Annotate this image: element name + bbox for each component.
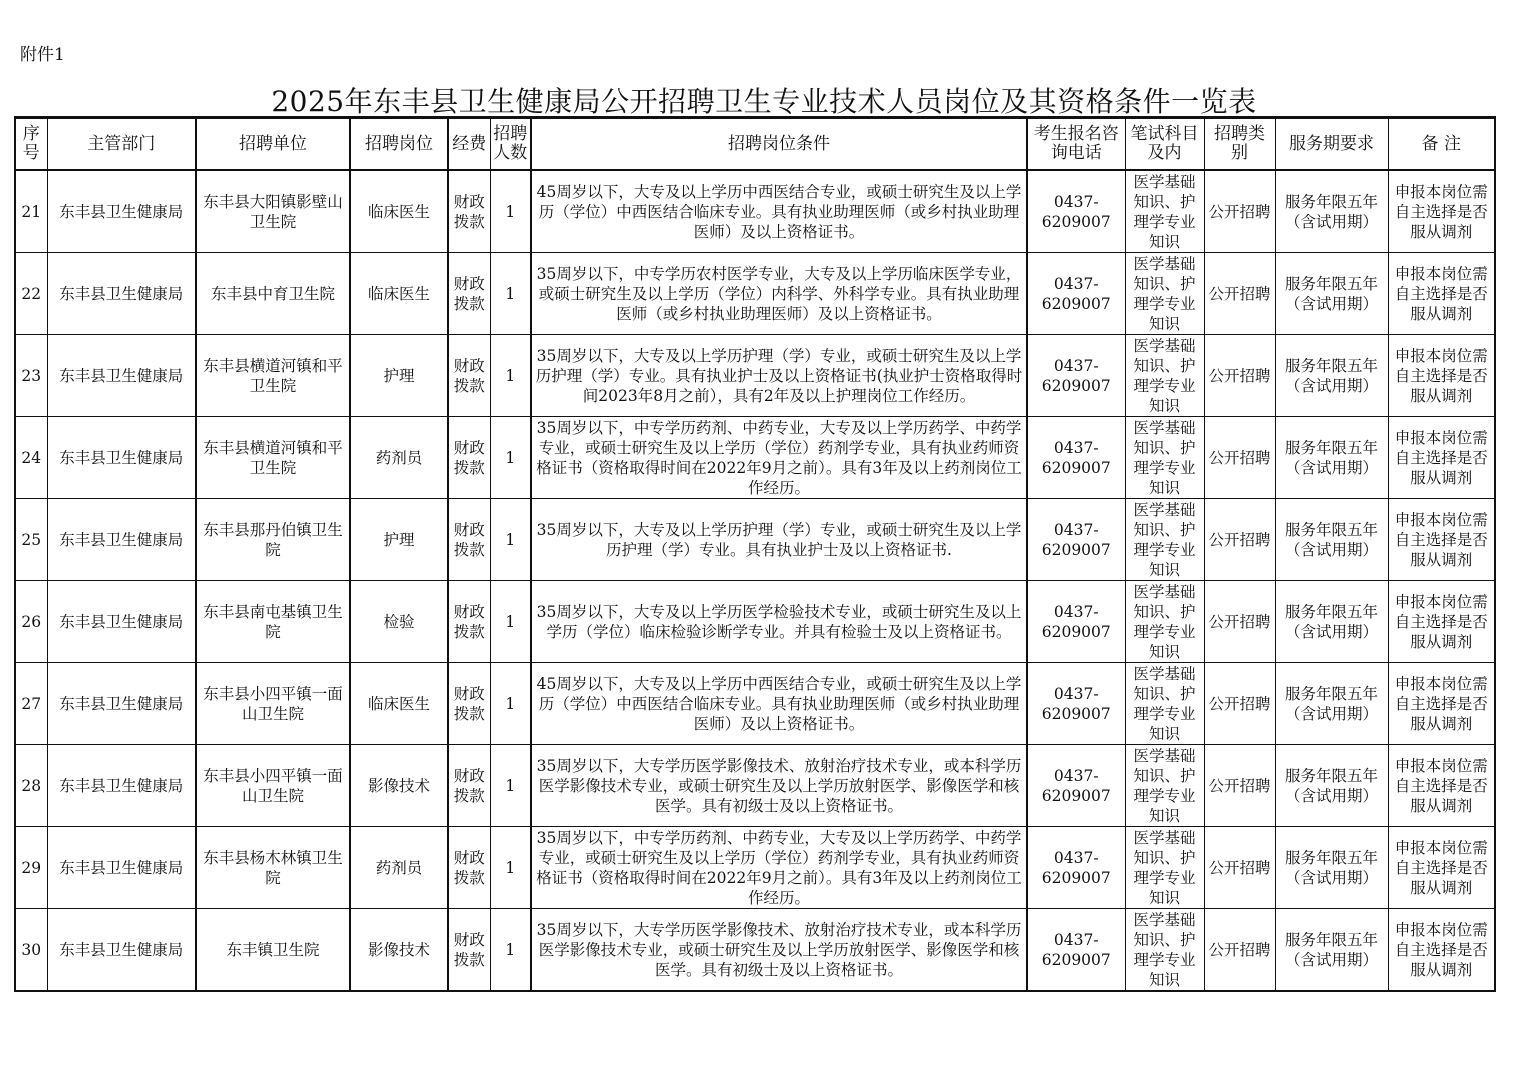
type-cell: 公开招聘 [1204,581,1275,663]
count-cell: 1 [490,827,531,909]
service-cell: 服务年限五年（含试用期） [1275,827,1388,909]
conditions-cell: 35周岁以下，大专及以上学历护理（学）专业，或硕士研究生及以上学历护理（学）专业。具有执业护士及以上资格证书. [531,499,1027,581]
unit-cell: 东丰县南屯基镇卫生院 [196,581,350,663]
funding-cell: 财政拨款 [448,253,490,335]
seq-cell: 24 [15,417,47,499]
count-cell: 1 [490,581,531,663]
table-row [15,909,1495,992]
dept-cell: 东丰县卫生健康局 [47,663,196,745]
remark-cell: 申报本岗位需自主选择是否服从调剂 [1388,581,1495,663]
post-cell: 药剂员 [350,827,448,909]
table-row [15,663,1495,745]
post-cell: 临床医生 [350,253,448,335]
unit-cell: 东丰县杨木林镇卫生院 [196,827,350,909]
phone-cell: 0437-6209007 [1027,499,1125,581]
count-cell: 1 [490,745,531,827]
conditions-cell: 35周岁以下，中专学历农村医学专业，大专及以上学历临床医学专业，或硕士研究生及以上学历（学位）内科学、外科学专业。具有执业助理医师（或乡村执业助理医师）及以上资格证书。 [531,253,1027,335]
table-row [15,499,1495,581]
unit-cell: 东丰县那丹伯镇卫生院 [196,499,350,581]
header-type: 招聘类别 [1204,118,1275,171]
phone-cell: 0437-6209007 [1027,663,1125,745]
dept-cell: 东丰县卫生健康局 [47,581,196,663]
exam-cell: 医学基础知识、护理学专业知识 [1125,745,1204,827]
header-row [15,118,1495,171]
unit-cell: 东丰县小四平镇一面山卫生院 [196,745,350,827]
funding-cell: 财政拨款 [448,499,490,581]
phone-cell: 0437-6209007 [1027,909,1125,992]
post-cell: 影像技术 [350,745,448,827]
seq-cell: 28 [15,745,47,827]
exam-cell: 医学基础知识、护理学专业知识 [1125,499,1204,581]
recruitment-table [14,116,1496,992]
phone-cell: 0437-6209007 [1027,253,1125,335]
remark-cell: 申报本岗位需自主选择是否服从调剂 [1388,253,1495,335]
table-row [15,827,1495,909]
conditions-cell: 35周岁以下，大专及以上学历护理（学）专业，或硕士研究生及以上学历护理（学）专业。具有执业护士及以上资格证书(执业护士资格取得时间2023年8月之前），具有2年及以上护理岗位工作经历。 [531,335,1027,417]
exam-cell: 医学基础知识、护理学专业知识 [1125,663,1204,745]
unit-cell: 东丰县横道河镇和平卫生院 [196,417,350,499]
funding-cell: 财政拨款 [448,335,490,417]
post-cell: 临床医生 [350,170,448,253]
service-cell: 服务年限五年（含试用期） [1275,581,1388,663]
unit-cell: 东丰县中育卫生院 [196,253,350,335]
count-cell: 1 [490,909,531,992]
service-cell: 服务年限五年（含试用期） [1275,170,1388,253]
count-cell: 1 [490,335,531,417]
dept-cell: 东丰县卫生健康局 [47,417,196,499]
header-phone: 考生报名咨询电话 [1027,118,1125,171]
dept-cell: 东丰县卫生健康局 [47,827,196,909]
conditions-cell: 45周岁以下，大专及以上学历中西医结合专业，或硕士研究生及以上学历（学位）中西医结合临床专业。具有执业助理医师（或乡村执业助理医师）及以上资格证书。 [531,663,1027,745]
exam-cell: 医学基础知识、护理学专业知识 [1125,335,1204,417]
table-row [15,745,1495,827]
table-row [15,581,1495,663]
header-count: 招聘人数 [490,118,531,171]
phone-cell: 0437-6209007 [1027,745,1125,827]
type-cell: 公开招聘 [1204,170,1275,253]
header-funding: 经费 [448,118,490,171]
seq-cell: 30 [15,909,47,992]
dept-cell: 东丰县卫生健康局 [47,909,196,992]
post-cell: 药剂员 [350,417,448,499]
remark-cell: 申报本岗位需自主选择是否服从调剂 [1388,499,1495,581]
exam-cell: 医学基础知识、护理学专业知识 [1125,253,1204,335]
seq-cell: 29 [15,827,47,909]
header-dept: 主管部门 [47,118,196,171]
document-title: 2025年东丰县卫生健康局公开招聘卫生专业技术人员岗位及其资格条件一览表 [271,85,1257,118]
header-seq: 序号 [15,118,47,171]
service-cell: 服务年限五年（含试用期） [1275,499,1388,581]
post-cell: 影像技术 [350,909,448,992]
dept-cell: 东丰县卫生健康局 [47,499,196,581]
count-cell: 1 [490,170,531,253]
remark-cell: 申报本岗位需自主选择是否服从调剂 [1388,909,1495,992]
exam-cell: 医学基础知识、护理学专业知识 [1125,417,1204,499]
phone-cell: 0437-6209007 [1027,581,1125,663]
type-cell: 公开招聘 [1204,827,1275,909]
remark-cell: 申报本岗位需自主选择是否服从调剂 [1388,417,1495,499]
header-unit: 招聘单位 [196,118,350,171]
unit-cell: 东丰镇卫生院 [196,909,350,992]
dept-cell: 东丰县卫生健康局 [47,170,196,253]
count-cell: 1 [490,499,531,581]
type-cell: 公开招聘 [1204,499,1275,581]
funding-cell: 财政拨款 [448,417,490,499]
post-cell: 临床医生 [350,663,448,745]
type-cell: 公开招聘 [1204,745,1275,827]
post-cell: 检验 [350,581,448,663]
funding-cell: 财政拨款 [448,170,490,253]
dept-cell: 东丰县卫生健康局 [47,745,196,827]
exam-cell: 医学基础知识、护理学专业知识 [1125,827,1204,909]
phone-cell: 0437-6209007 [1027,170,1125,253]
conditions-cell: 35周岁以下，大专学历医学影像技术、放射治疗技术专业，或本科学历医学影像技术专业，或硕士研究生及以上学历放射医学、影像医学和核医学。具有初级士及以上资格证书。 [531,745,1027,827]
attachment-label: 附件1 [20,45,65,65]
table-row [15,170,1495,253]
count-cell: 1 [490,253,531,335]
unit-cell: 东丰县横道河镇和平卫生院 [196,335,350,417]
exam-cell: 医学基础知识、护理学专业知识 [1125,581,1204,663]
conditions-cell: 35周岁以下，大专学历医学影像技术、放射治疗技术专业，或本科学历医学影像技术专业，或硕士研究生及以上学历放射医学、影像医学和核医学。具有初级士及以上资格证书。 [531,909,1027,992]
remark-cell: 申报本岗位需自主选择是否服从调剂 [1388,335,1495,417]
header-post: 招聘岗位 [350,118,448,171]
phone-cell: 0437-6209007 [1027,417,1125,499]
service-cell: 服务年限五年（含试用期） [1275,335,1388,417]
unit-cell: 东丰县大阳镇影壁山卫生院 [196,170,350,253]
phone-cell: 0437-6209007 [1027,827,1125,909]
dept-cell: 东丰县卫生健康局 [47,335,196,417]
unit-cell: 东丰县小四平镇一面山卫生院 [196,663,350,745]
funding-cell: 财政拨款 [448,909,490,992]
table-row [15,253,1495,335]
funding-cell: 财政拨款 [448,581,490,663]
conditions-cell: 35周岁以下，中专学历药剂、中药专业，大专及以上学历药学、中药学专业，或硕士研究生及以上学历（学位）药剂学专业，具有执业药师资格证书（资格取得时间在2022年9月之前）。具有3年及以上药剂岗位工作经历。 [531,417,1027,499]
funding-cell: 财政拨款 [448,745,490,827]
type-cell: 公开招聘 [1204,335,1275,417]
header-conditions: 招聘岗位条件 [531,118,1027,171]
remark-cell: 申报本岗位需自主选择是否服从调剂 [1388,745,1495,827]
service-cell: 服务年限五年（含试用期） [1275,909,1388,992]
seq-cell: 22 [15,253,47,335]
service-cell: 服务年限五年（含试用期） [1275,745,1388,827]
conditions-cell: 45周岁以下，大专及以上学历中西医结合专业，或硕士研究生及以上学历（学位）中西医结合临床专业。具有执业助理医师（或乡村执业助理医师）及以上资格证书。 [531,170,1027,253]
table-row [15,335,1495,417]
type-cell: 公开招聘 [1204,663,1275,745]
seq-cell: 26 [15,581,47,663]
service-cell: 服务年限五年（含试用期） [1275,663,1388,745]
seq-cell: 23 [15,335,47,417]
type-cell: 公开招聘 [1204,417,1275,499]
post-cell: 护理 [350,499,448,581]
type-cell: 公开招聘 [1204,909,1275,992]
header-service: 服务期要求 [1275,118,1388,171]
phone-cell: 0437-6209007 [1027,335,1125,417]
header-remark: 备 注 [1388,118,1495,171]
table-row [15,417,1495,499]
header-exam: 笔试科目及内 [1125,118,1204,171]
service-cell: 服务年限五年（含试用期） [1275,417,1388,499]
funding-cell: 财政拨款 [448,663,490,745]
remark-cell: 申报本岗位需自主选择是否服从调剂 [1388,827,1495,909]
seq-cell: 25 [15,499,47,581]
seq-cell: 21 [15,170,47,253]
seq-cell: 27 [15,663,47,745]
post-cell: 护理 [350,335,448,417]
exam-cell: 医学基础知识、护理学专业知识 [1125,909,1204,992]
remark-cell: 申报本岗位需自主选择是否服从调剂 [1388,663,1495,745]
dept-cell: 东丰县卫生健康局 [47,253,196,335]
service-cell: 服务年限五年（含试用期） [1275,253,1388,335]
count-cell: 1 [490,663,531,745]
funding-cell: 财政拨款 [448,827,490,909]
conditions-cell: 35周岁以下，大专及以上学历医学检验技术专业，或硕士研究生及以上学历（学位）临床检验诊断学专业。并具有检验士及以上资格证书。 [531,581,1027,663]
type-cell: 公开招聘 [1204,253,1275,335]
exam-cell: 医学基础知识、护理学专业知识 [1125,170,1204,253]
conditions-cell: 35周岁以下，中专学历药剂、中药专业，大专及以上学历药学、中药学专业，或硕士研究生及以上学历（学位）药剂学专业，具有执业药师资格证书（资格取得时间在2022年9月之前）。具有3年及以上药剂岗位工作经历。 [531,827,1027,909]
remark-cell: 申报本岗位需自主选择是否服从调剂 [1388,170,1495,253]
count-cell: 1 [490,417,531,499]
